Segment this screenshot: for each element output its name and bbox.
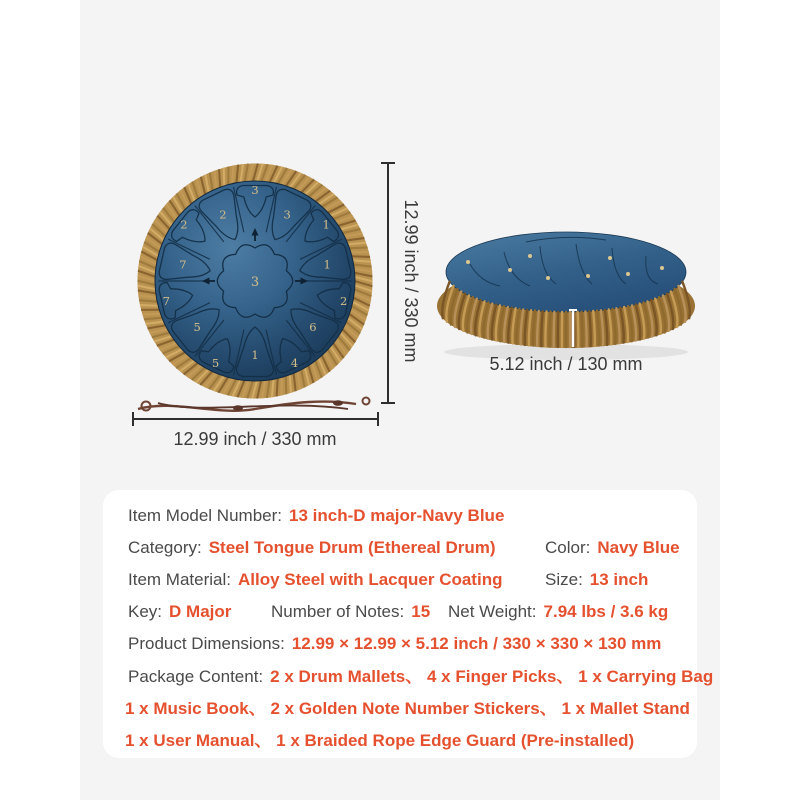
product-image-panel: [80, 0, 720, 800]
gold-note-dot: [586, 274, 590, 278]
spec-pair: [128, 666, 713, 688]
spec-value: 1 x User Manual、 1 x Braided Rope Edge Guard (Pre-installed): [125, 731, 635, 750]
spec-label: Package Content:: [128, 667, 264, 686]
spec-pair: [128, 601, 231, 623]
height-dimension-label: 12.99 inch / 330 mm: [401, 199, 421, 363]
rope-strand: [219, 169, 220, 188]
rope-strand: [578, 312, 579, 347]
gold-note-dot: [546, 276, 550, 280]
rope-strand: [142, 314, 161, 315]
spec-label: Size:: [545, 570, 583, 589]
rope-strand: [585, 312, 586, 347]
rope-strand: [545, 312, 546, 347]
gold-note-dot: [528, 254, 532, 258]
spec-value: 2 x Drum Mallets、 4 x Finger Picks、 1 x Carrying Bag: [270, 667, 714, 686]
note-number: 3: [251, 183, 259, 197]
spec-row: [103, 569, 697, 591]
spec-pair: [545, 569, 648, 591]
drum-dome: [446, 232, 686, 312]
drum-side-view: [437, 232, 695, 360]
spec-pair: [545, 537, 680, 559]
rope-strand: [277, 378, 278, 397]
spec-label: Key:: [128, 602, 163, 621]
spec-row: [103, 698, 697, 720]
spec-value: 7.94 lbs / 3.6 kg: [543, 602, 669, 621]
spec-pair: [271, 601, 430, 623]
gold-note-dot: [660, 266, 664, 270]
spec-value: 12.99 × 12.99 × 5.12 inch / 330 × 330 × 130 mm: [291, 634, 662, 653]
spec-pair: [128, 569, 502, 591]
spec-label: Category:: [128, 538, 202, 557]
rope-strand: [582, 312, 583, 347]
spec-value: 13 inch-D major-Navy Blue: [289, 506, 505, 525]
spec-card: [103, 490, 714, 758]
rope-strand: [554, 312, 555, 347]
spec-row: [103, 537, 697, 559]
rope-strand: [351, 256, 370, 257]
spec-row: [103, 505, 697, 527]
spec-label: Color:: [545, 538, 591, 557]
note-number: 1: [323, 257, 331, 272]
gold-note-dot: [608, 256, 612, 260]
center-note-number: 3: [250, 275, 260, 290]
spec-value: Alloy Steel with Lacquer Coating: [237, 570, 503, 589]
spec-label: Item Model Number:: [128, 506, 282, 525]
rope-strand: [139, 300, 158, 301]
note-number: 3: [283, 207, 291, 222]
rope-strand: [352, 260, 371, 261]
spec-value: Navy Blue: [597, 538, 680, 557]
spec-pair: [128, 505, 504, 527]
spec-label: Net Weight:: [448, 602, 537, 621]
drawstring-cord: [138, 398, 370, 411]
spec-value: 1 x Music Book、 2 x Golden Note Number Stickers、 1 x Mallet Stand: [125, 699, 690, 718]
spec-value: D Major: [169, 602, 232, 621]
drum-top-view: [138, 164, 373, 399]
spec-label: Item Material:: [128, 570, 231, 589]
spec-row: [103, 666, 714, 688]
note-number: 1: [251, 348, 259, 362]
spec-value: 13 inch: [589, 570, 649, 589]
note-number: 5: [193, 320, 201, 335]
spec-value: 15: [411, 602, 431, 621]
gold-note-dot: [466, 260, 470, 264]
note-number: 1: [322, 217, 330, 232]
drum-top-view-figure: [100, 150, 440, 460]
spec-pair: [448, 601, 668, 623]
spec-row: [103, 633, 697, 655]
spec-label: Number of Notes:: [271, 602, 405, 621]
spec-pair: [128, 633, 661, 655]
rope-strand: [550, 312, 551, 347]
note-number: 2: [219, 207, 227, 222]
drum-side-view-figure: [417, 205, 717, 380]
rope-strand: [349, 247, 368, 248]
width-dimension-label: 12.99 inch / 330 mm: [173, 429, 337, 449]
spec-value: Steel Tongue Drum (Ethereal Drum): [208, 538, 496, 557]
spec-pair: [128, 537, 496, 559]
spec-row: [103, 601, 697, 623]
spec-pair: [125, 698, 690, 720]
note-number: 2: [340, 294, 348, 309]
note-number: 5: [211, 355, 220, 370]
note-number: 2: [180, 217, 188, 232]
spec-label: Product Dimensions:: [128, 634, 285, 653]
note-number: 7: [162, 294, 170, 309]
gold-note-dot: [508, 268, 512, 272]
side-height-dimension-label: 5.12 inch / 130 mm: [489, 354, 643, 374]
note-number: 7: [179, 257, 187, 272]
rope-strand: [290, 374, 291, 393]
note-number: 6: [309, 320, 317, 335]
figure-area: [80, 0, 720, 470]
note-number: 4: [290, 355, 299, 370]
gold-note-dot: [626, 272, 630, 276]
rope-strand: [140, 305, 159, 306]
spec-pair: [125, 730, 634, 752]
spec-row: [103, 730, 697, 752]
rope-strand: [232, 166, 233, 185]
